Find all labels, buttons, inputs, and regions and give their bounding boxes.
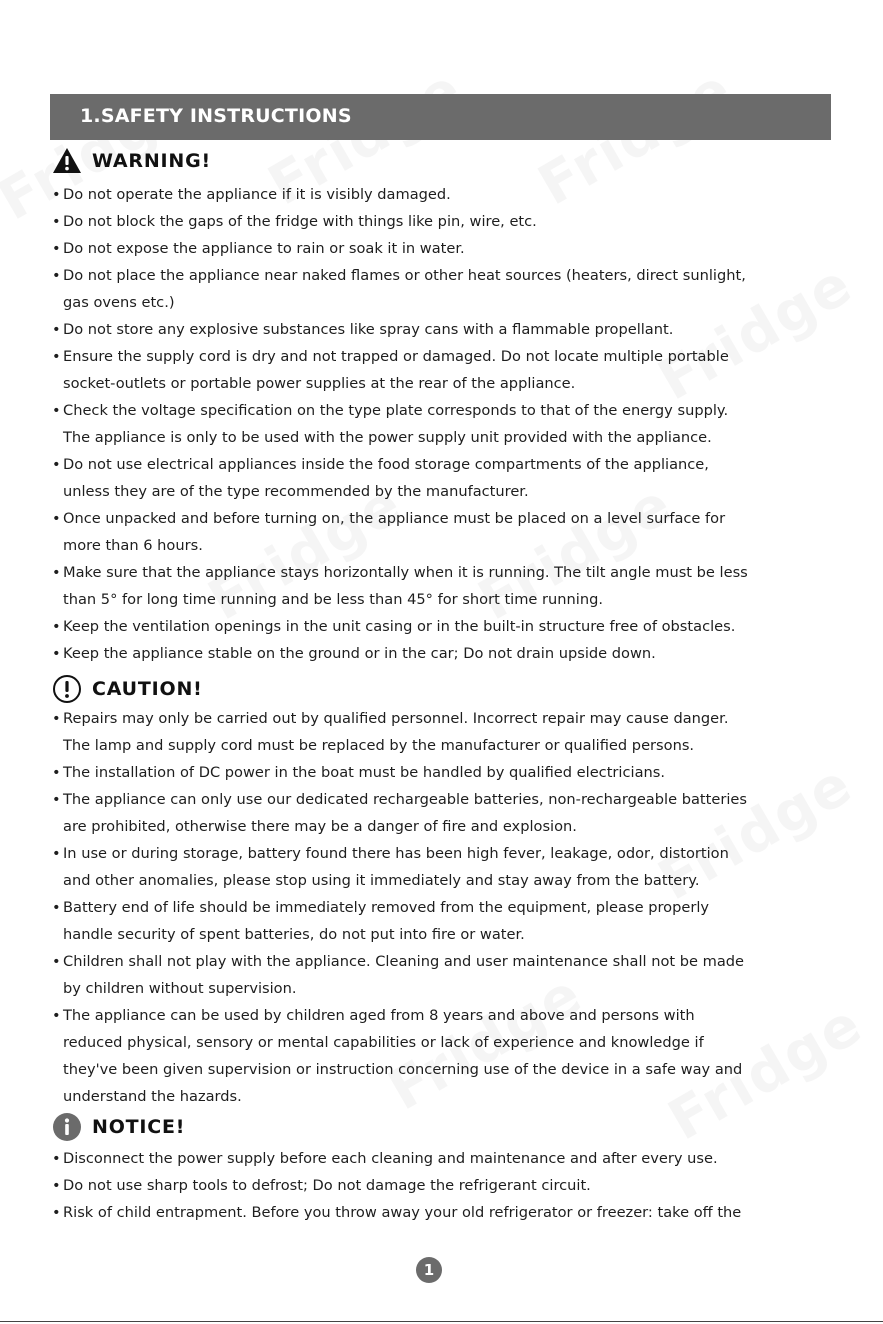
warning-item-text: • Do not store any explosive substances like spray cans with a flammable propellant. [63, 321, 674, 338]
warning-item-text: • Do not use electrical appliances inside the food storage compartments of the appliance, [63, 456, 709, 473]
warning-list-item [52, 343, 852, 397]
caution-item-text: are prohibited, otherwise there may be a danger of fire and explosion. [63, 818, 577, 835]
warning-list-item [52, 262, 852, 316]
warning-item-text: than 5° for long time running and be less than 45° for short time running. [63, 591, 604, 608]
notice-item-text: • Disconnect the power supply before each cleaning and maintenance and after every use. [63, 1150, 718, 1167]
warning-item-text: • Make sure that the appliance stays horizontally when it is running. The tilt angle must be less [63, 564, 748, 581]
notice-heading [52, 1112, 185, 1142]
caution-label: CAUTION! [92, 678, 203, 700]
warning-list-item [52, 181, 852, 208]
warning-item-text: socket-outlets or portable power supplies at the rear of the appliance. [63, 375, 576, 392]
caution-list [52, 705, 852, 1110]
warning-list-item [52, 316, 852, 343]
warning-list [52, 181, 852, 667]
caution-item-text: • Children shall not play with the appliance. Cleaning and user maintenance shall not be made [63, 953, 745, 970]
bottom-divider [0, 1321, 883, 1322]
caution-item-text: handle security of spent batteries, do not put into fire or water. [63, 926, 525, 943]
caution-item-text: by children without supervision. [63, 980, 297, 997]
warning-item-text: • Do not operate the appliance if it is visibly damaged. [63, 186, 451, 203]
caution-item-text: • Battery end of life should be immediately removed from the equipment, please properly [63, 899, 710, 916]
caution-list-item [52, 894, 852, 948]
caution-item-text: • The appliance can be used by children aged from 8 years and above and persons with [63, 1007, 695, 1024]
notice-list [52, 1145, 852, 1226]
caution-heading [52, 674, 203, 704]
notice-item-text: • Risk of child entrapment. Before you throw away your old refrigerator or freezer: take off the [63, 1204, 742, 1221]
caution-item-text: • The installation of DC power in the boat must be handled by qualified electricians. [63, 764, 665, 781]
warning-item-text: • Once unpacked and before turning on, the appliance must be placed on a level surface for [63, 510, 726, 527]
notice-list-item [52, 1172, 852, 1199]
warning-list-item [52, 640, 852, 667]
warning-heading [52, 147, 211, 174]
warning-list-item [52, 208, 852, 235]
caution-item-text: reduced physical, sensory or mental capabilities or lack of experience and knowledge if [63, 1034, 704, 1051]
warning-item-text: more than 6 hours. [63, 537, 203, 554]
warning-item-text: • Keep the ventilation openings in the unit casing or in the built-in structure free of obstacles. [63, 618, 736, 635]
caution-item-text: they've been given supervision or instruction concerning use of the device in a safe way and [63, 1061, 743, 1078]
warning-label: WARNING! [92, 149, 211, 172]
warning-list-item [52, 397, 852, 451]
warning-item-text: • Ensure the supply cord is dry and not trapped or damaged. Do not locate multiple portable [63, 348, 729, 365]
caution-item-text: The lamp and supply cord must be replaced by the manufacturer or qualified persons. [63, 737, 695, 754]
warning-list-item [52, 235, 852, 262]
warning-item-text: • Do not expose the appliance to rain or soak it in water. [63, 240, 465, 257]
warning-list-item [52, 505, 852, 559]
caution-list-item [52, 759, 852, 786]
caution-list-item [52, 948, 852, 1002]
caution-item-text: understand the hazards. [63, 1088, 242, 1105]
warning-item-text: gas ovens etc.) [63, 294, 175, 311]
notice-item-text: • Do not use sharp tools to defrost; Do not damage the refrigerant circuit. [63, 1177, 591, 1194]
warning-item-text: • Check the voltage specification on the type plate corresponds to that of the energy supply. [63, 402, 729, 419]
caution-list-item [52, 840, 852, 894]
warning-item-text: • Keep the appliance stable on the ground or in the car; Do not drain upside down. [63, 645, 656, 662]
caution-list-item [52, 705, 852, 759]
warning-triangle-icon [52, 147, 82, 174]
section-title: 1.SAFETY INSTRUCTIONS [80, 105, 352, 127]
notice-label: NOTICE! [92, 1116, 186, 1138]
caution-list-item [52, 1002, 852, 1110]
warning-item-text: • Do not place the appliance near naked flames or other heat sources (heaters, direct sunlight, [63, 267, 746, 284]
warning-list-item [52, 451, 852, 505]
notice-list-item [52, 1199, 852, 1226]
warning-list-item [52, 559, 852, 613]
caution-item-text: • Repairs may only be carried out by qualified personnel. Incorrect repair may cause danger. [63, 710, 729, 727]
info-circle-icon [52, 1112, 82, 1142]
warning-item-text: unless they are of the type recommended by the manufacturer. [63, 483, 529, 500]
caution-item-text: • The appliance can only use our dedicated rechargeable batteries, non-rechargeable batteries [63, 791, 747, 808]
warning-item-text: The appliance is only to be used with the power supply unit provided with the appliance. [63, 429, 712, 446]
exclamation-circle-icon [52, 674, 82, 704]
warning-item-text: • Do not block the gaps of the fridge with things like pin, wire, etc. [63, 213, 537, 230]
caution-item-text: and other anomalies, please stop using it immediately and stay away from the battery. [63, 872, 700, 889]
warning-list-item [52, 613, 852, 640]
caution-item-text: • In use or during storage, battery found there has been high fever, leakage, odor, distortion [63, 845, 729, 862]
caution-list-item [52, 786, 852, 840]
notice-list-item [52, 1145, 852, 1172]
page-number: 1 [416, 1257, 442, 1283]
